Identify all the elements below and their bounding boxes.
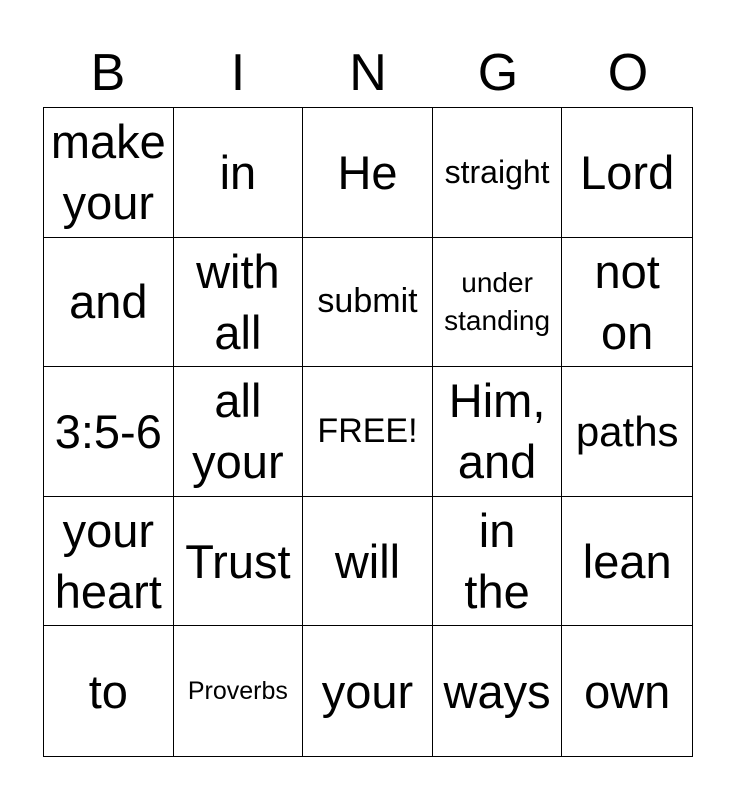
bingo-cell[interactable] xyxy=(44,367,174,497)
bingo-cell[interactable] xyxy=(433,497,563,627)
bingo-cell-text: your xyxy=(321,664,414,718)
header-letter-o: O xyxy=(607,44,649,102)
bingo-cell[interactable] xyxy=(303,626,433,756)
bingo-cell[interactable] xyxy=(174,108,304,238)
bingo-cell[interactable] xyxy=(562,108,692,238)
bingo-cell-text: Lord xyxy=(580,145,675,199)
bingo-cell[interactable] xyxy=(174,497,304,627)
bingo-cell-text: submit xyxy=(317,282,418,321)
bingo-card-grid xyxy=(43,107,693,757)
bingo-cell[interactable] xyxy=(44,626,174,756)
bingo-cell[interactable] xyxy=(44,238,174,368)
bingo-cell-text: He xyxy=(337,145,398,199)
bingo-header xyxy=(43,40,693,106)
bingo-cell[interactable] xyxy=(174,238,304,368)
bingo-cell-text: own xyxy=(584,664,671,718)
bingo-cell-text: to xyxy=(88,664,128,718)
bingo-cell[interactable] xyxy=(562,497,692,627)
header-letter-i: I xyxy=(230,44,246,102)
free-space-cell[interactable] xyxy=(303,367,433,497)
bingo-cell-text: straight xyxy=(444,153,550,190)
bingo-cell-text: all your xyxy=(192,374,284,489)
bingo-cell[interactable] xyxy=(562,626,692,756)
bingo-cell-text: ways xyxy=(443,664,551,718)
bingo-cell[interactable] xyxy=(174,626,304,756)
bingo-cell[interactable] xyxy=(433,238,563,368)
free-space-text: FREE! xyxy=(317,411,418,450)
bingo-cell-text: under standing xyxy=(444,267,551,336)
bingo-cell-text: not on xyxy=(594,244,660,359)
bingo-cell-text: and xyxy=(69,275,148,329)
header-letter-b: B xyxy=(90,44,126,102)
bingo-cell[interactable] xyxy=(433,108,563,238)
bingo-cell-text: Trust xyxy=(185,534,291,588)
bingo-cell[interactable] xyxy=(433,626,563,756)
bingo-cell[interactable] xyxy=(174,367,304,497)
bingo-cell-text: in xyxy=(219,145,257,199)
bingo-cell-text: in the xyxy=(464,504,530,619)
bingo-cell[interactable] xyxy=(303,238,433,368)
bingo-cell[interactable] xyxy=(562,367,692,497)
header-letter-n: N xyxy=(349,44,387,102)
bingo-cell[interactable] xyxy=(433,367,563,497)
header-letter-g: G xyxy=(477,44,519,102)
bingo-cell-text: lean xyxy=(582,534,672,588)
bingo-cell-text: Him, and xyxy=(448,374,546,489)
bingo-cell-text: will xyxy=(334,534,401,588)
bingo-cell[interactable] xyxy=(44,108,174,238)
bingo-cell[interactable] xyxy=(303,497,433,627)
bingo-cell-text: 3:5-6 xyxy=(54,404,162,458)
bingo-cell[interactable] xyxy=(303,108,433,238)
bingo-cell[interactable] xyxy=(562,238,692,368)
bingo-cell-text: your heart xyxy=(54,504,162,619)
bingo-cell-text: with all xyxy=(196,244,280,359)
bingo-cell-text: make your xyxy=(50,115,166,230)
bingo-cell-text: paths xyxy=(575,407,679,455)
bingo-cell[interactable] xyxy=(44,497,174,627)
bingo-cell-text: Proverbs xyxy=(187,676,288,705)
